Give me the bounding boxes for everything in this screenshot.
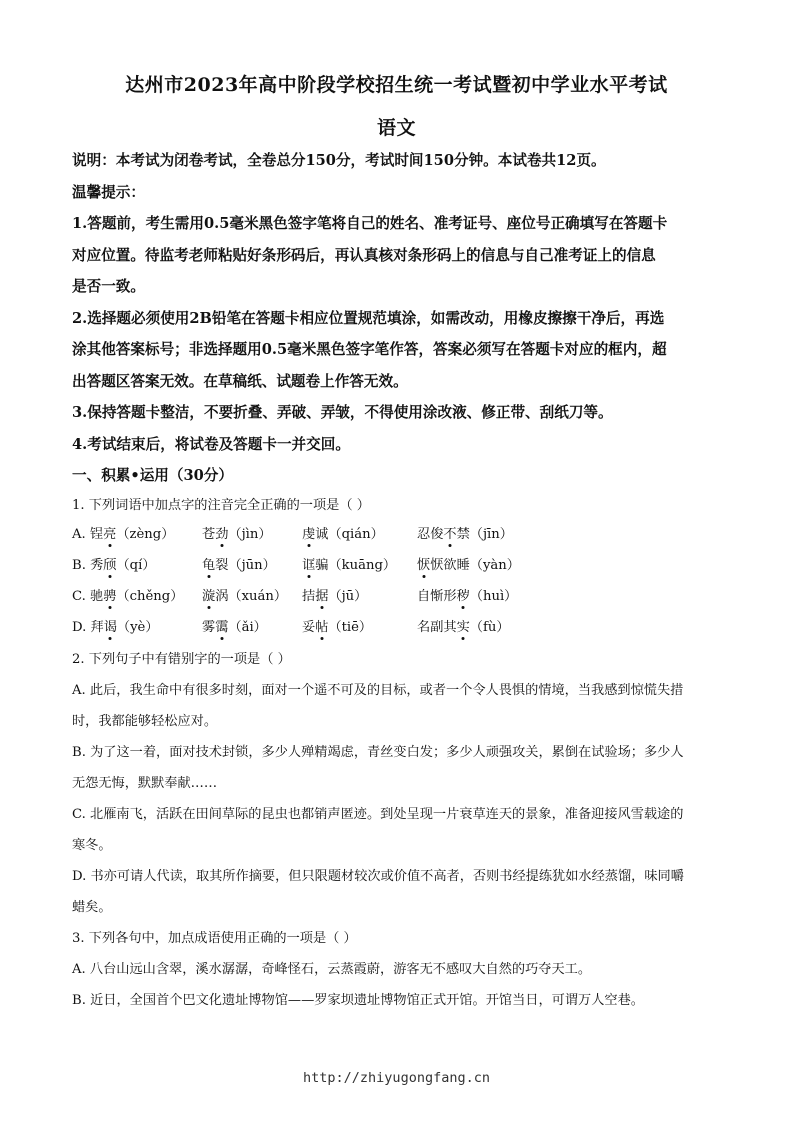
question-1-option-word: 妥帖（tiē）	[302, 616, 372, 635]
question-2-option-b-line-2: 无怨无悔，默默奉献……	[72, 776, 218, 791]
question-3-stem: 3. 下列各句中，加点成语使用正确的一项是（ ）	[72, 931, 357, 946]
tip-1-line-2: 对应位置。待监考老师粘贴好条形码后，再认真核对条形码上的信息与自己准考证上的信息	[72, 246, 656, 264]
question-1-option-word: 拮据（jū）	[302, 585, 367, 604]
instructions	[72, 145, 722, 492]
exam-note: 说明：本考试为闭卷考试，全卷总分150分，考试时间150分钟。本试卷共12页。	[72, 152, 606, 169]
question-2-option-b-line-1: B. 为了这一着，面对技术封锁，多少人殚精竭虑，青丝变白发；多少人顽强攻关，累倒在试验场；多少人	[72, 745, 684, 760]
question-2-stem: 2. 下列句子中有错别字的一项是（ ）	[72, 652, 291, 667]
question-1-option-word: 虔诚（qián）	[302, 523, 384, 542]
footer-url[interactable]: http://zhiyugongfang.cn	[303, 1070, 490, 1086]
question-2-option-c-line-2: 寒冬。	[72, 838, 112, 853]
question-1-option-word: 自惭形秽（huì）	[417, 585, 517, 604]
question-1-option-word: 名副其实（fù）	[417, 616, 510, 635]
exam-title: 达州市2023年高中阶段学校招生统一考试暨初中学业水平考试	[125, 74, 668, 96]
subject-title: 语文	[376, 117, 416, 139]
question-1-option-word: 忍俊不禁（jīn）	[417, 523, 513, 542]
tip-2-line-1: 2.选择题必须使用2B铅笔在答题卡相应位置规范填涂，如需改动，用橡皮擦擦干净后，再选	[72, 309, 665, 327]
question-2	[72, 644, 724, 1016]
tip-4: 4.考试结束后，将试卷及答题卡一并交回。	[72, 435, 350, 453]
section-1-heading: 一、积累•运用（30分）	[72, 467, 233, 484]
question-1-option-word: C. 驰骋（chěng）	[72, 585, 183, 604]
question-3-option-b: B. 近日，全国首个巴文化遗址博物馆——罗家坝遗址博物馆正式开馆。开馆当日，可谓万人空巷。	[72, 993, 644, 1008]
question-1-option-word: 雾霭（ǎi）	[202, 616, 267, 635]
question-1-option-word: 苍劲（jìn）	[202, 523, 272, 542]
question-2-option-a-line-2: 时，我都能够轻松应对。	[72, 714, 218, 729]
tip-3: 3.保持答题卡整洁，不要折叠、弄破、弄皱，不得使用涂改液、修正带、刮纸刀等。	[72, 404, 613, 421]
question-2-option-a-line-1: A. 此后，我生命中有很多时刻，面对一个遥不可及的目标，或者一个令人畏惧的情境，当我感到惊慌失措	[72, 683, 684, 698]
question-3-option-a: A. 八台山远山含翠，溪水潺潺，奇峰怪石，云蒸霞蔚，游客无不感叹大自然的巧夺天工。	[72, 962, 592, 977]
question-1-option-word: D. 拜谒（yè）	[72, 616, 159, 635]
question-1-option-row	[72, 523, 712, 547]
question-1-option-row	[72, 616, 712, 640]
question-1-option-word: 漩涡（xuán）	[202, 585, 287, 604]
question-1-option-word: 龟裂（jūn）	[202, 554, 276, 573]
question-2-option-d-line-2: 蜡矣。	[72, 900, 112, 915]
question-2-option-c-line-1: C. 北雁南飞，活跃在田间草际的昆虫也都销声匿迹。到处呈现一片衰草连天的景象，准备迎接风雪载途的	[72, 807, 684, 822]
question-1-option-word: 诓骗（kuāng）	[302, 554, 396, 573]
tips-heading: 温馨提示：	[72, 183, 145, 201]
tip-1-line-1: 1.答题前，考生需用0.5毫米黑色签字笔将自己的姓名、准考证号、座位号正确填写在答题卡	[72, 215, 668, 232]
question-1-option-word: B. 秀颀（qí）	[72, 554, 156, 573]
tip-2-line-3: 出答题区答案无效。在草稿纸、试题卷上作答无效。	[72, 372, 408, 390]
question-1-option-word: A. 锃亮（zèng）	[72, 523, 174, 542]
question-1-option-word: 恹恹欲睡（yàn）	[417, 554, 520, 573]
tip-1-line-3: 是否一致。	[72, 278, 145, 295]
question-2-option-d-line-1: D. 书亦可请人代读，取其所作摘要，但只限题材较次或价值不高者，否则书经提练犹如水经蒸馏，味同嚼	[72, 869, 684, 884]
question-1-stem: 1. 下列词语中加点字的注音完全正确的一项是（ ）	[72, 498, 370, 513]
question-1-option-row	[72, 585, 712, 609]
tip-2-line-2: 涂其他答案标号；非选择题用0.5毫米黑色签字笔作答，答案必须写在答题卡对应的框内，超	[72, 341, 667, 358]
question-1-option-row	[72, 554, 712, 578]
